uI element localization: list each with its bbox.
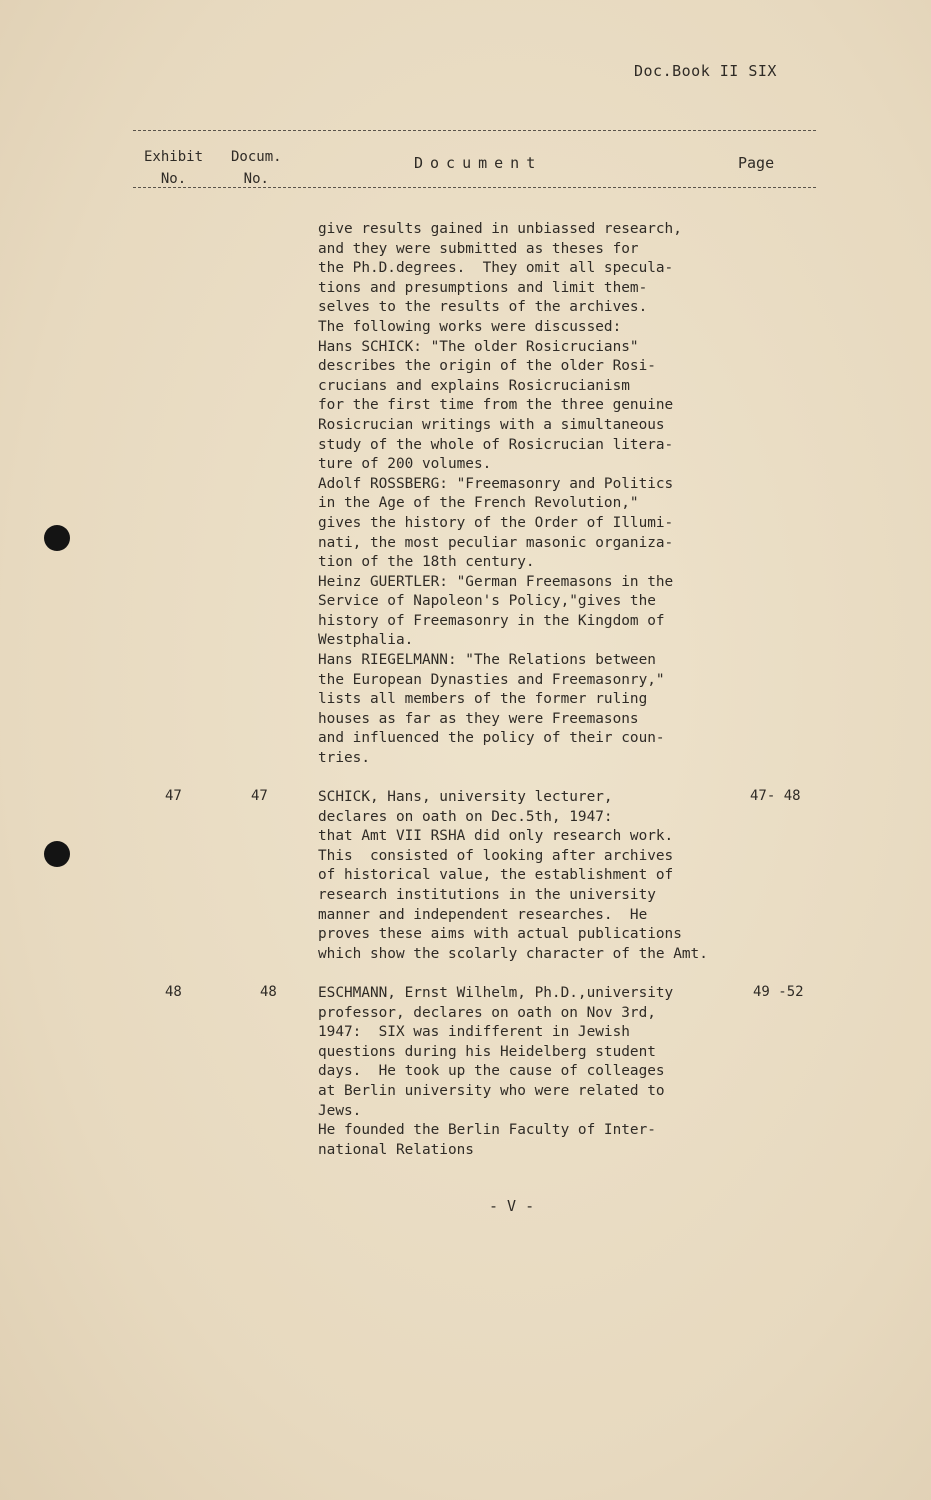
- text-line: tries.: [318, 750, 370, 767]
- text-line: declares on oath on Dec.5th, 1947:: [318, 808, 613, 825]
- text-line: questions during his Heidelberg student: [318, 1043, 656, 1060]
- document-reference: Doc.Book II SIX: [634, 62, 777, 80]
- text-line: ESCHMANN, Ernst Wilhelm, Ph.D.,university: [318, 985, 674, 1001]
- text-line: proves these aims with actual publications: [318, 926, 682, 943]
- column-header-docum: [231, 146, 282, 190]
- text-line: tions and presumptions and limit them-: [318, 279, 648, 296]
- text-line: the Ph.D.degrees. They omit all specula-: [318, 260, 674, 277]
- text-line: the European Dynasties and Freemasonry,": [318, 671, 665, 688]
- column-header-exhibit-line: No.: [160, 171, 187, 187]
- text-line: 1947: SIX was indifferent in Jewish: [318, 1024, 630, 1041]
- text-line: Adolf ROSSBERG: "Freemasonry and Politics: [318, 475, 674, 492]
- text-line: of historical value, the establishment of: [318, 867, 674, 884]
- punch-hole: [44, 841, 70, 867]
- page-footer: - V -: [489, 1197, 535, 1215]
- text-line: crucians and explains Rosicrucianism: [318, 377, 630, 394]
- text-line: ture of 200 volumes.: [318, 456, 492, 473]
- text-line: give results gained in unbiassed research,: [318, 221, 682, 237]
- text-line: national Relations: [318, 1141, 474, 1158]
- text-line: Service of Napoleon's Policy,"gives the: [318, 593, 656, 610]
- text-line: Westphalia.: [318, 632, 414, 649]
- text-line: selves to the results of the archives.: [318, 299, 648, 316]
- column-header-exhibit-line: Exhibit: [144, 149, 204, 165]
- text-line: describes the origin of the older Rosi-: [318, 358, 656, 375]
- text-line: houses as far as they were Freemasons: [318, 710, 639, 727]
- page-range: 49 -52: [753, 984, 804, 1000]
- column-header-docum-line: Docum.: [231, 149, 282, 165]
- punch-hole: [44, 525, 70, 551]
- text-line: which show the scolarly character of the Amt.: [318, 945, 708, 962]
- text-line: Rosicrucian writings with a simultaneous: [318, 416, 665, 433]
- text-line: This consisted of looking after archives: [318, 847, 674, 864]
- document-number: 48: [260, 984, 277, 1000]
- text-line: history of Freemasonry in the Kingdom of: [318, 612, 665, 629]
- text-line: The following works were discussed:: [318, 318, 622, 335]
- text-line: research institutions in the university: [318, 886, 656, 903]
- text-line: study of the whole of Rosicrucian litera-: [318, 436, 674, 453]
- text-line: lists all members of the former ruling: [318, 691, 648, 708]
- text-line: He founded the Berlin Faculty of Inter-: [318, 1122, 656, 1139]
- text-line: Jews.: [318, 1102, 362, 1119]
- entry-text: [318, 788, 708, 964]
- text-line: professor, declares on oath on Nov 3rd,: [318, 1004, 656, 1021]
- page-range: 47- 48: [750, 788, 801, 804]
- text-line: and influenced the policy of their coun-: [318, 730, 665, 747]
- continuation-text: [318, 220, 682, 769]
- exhibit-number: 47: [165, 788, 182, 804]
- text-line: in the Age of the French Revolution,": [318, 495, 639, 512]
- text-line: days. He took up the cause of colleages: [318, 1063, 665, 1080]
- exhibit-number: 48: [165, 984, 182, 1000]
- document-number: 47: [251, 788, 268, 804]
- text-line: manner and independent researches. He: [318, 906, 648, 923]
- text-line: Hans RIEGELMANN: "The Relations between: [318, 652, 656, 669]
- text-line: that Amt VII RSHA did only research work.: [318, 828, 674, 845]
- header-rule-bottom: [133, 187, 816, 188]
- column-header-exhibit: [144, 146, 203, 190]
- text-line: SCHICK, Hans, university lecturer,: [318, 789, 613, 805]
- text-line: Heinz GUERTLER: "German Freemasons in the: [318, 573, 674, 590]
- entry-text: [318, 984, 673, 1160]
- column-header-page: Page: [738, 154, 775, 172]
- text-line: for the first time from the three genuine: [318, 397, 674, 414]
- column-header-document: Document: [414, 154, 543, 172]
- header-rule-top: [133, 130, 816, 131]
- column-header-docum-line: No.: [243, 171, 269, 187]
- text-line: gives the history of the Order of Illumi-: [318, 514, 674, 531]
- text-line: at Berlin university who were related to: [318, 1082, 665, 1099]
- text-line: tion of the 18th century.: [318, 554, 535, 571]
- text-line: and they were submitted as theses for: [318, 240, 639, 257]
- text-line: nati, the most peculiar masonic organiza-: [318, 534, 674, 551]
- text-line: Hans SCHICK: "The older Rosicrucians": [318, 338, 639, 355]
